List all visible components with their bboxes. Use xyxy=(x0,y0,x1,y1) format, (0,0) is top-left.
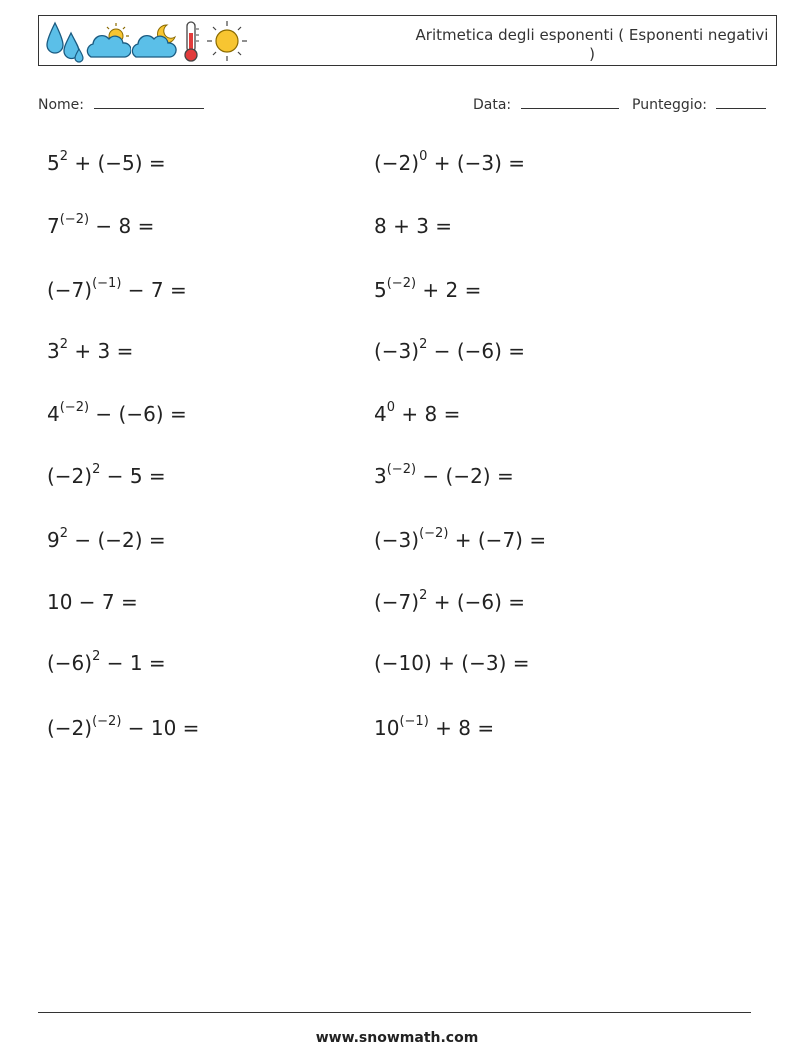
weather-icons xyxy=(45,19,249,63)
score-field[interactable] xyxy=(632,94,766,113)
problem-left-10: $(-2)^{(-2)} - 10$ = xyxy=(47,714,200,740)
problem-left-5: $4^{(-2)} - (-6)$ = xyxy=(47,400,187,426)
date-label: Data: xyxy=(473,97,512,113)
cloud-sun-icon xyxy=(85,19,131,63)
date-field[interactable] xyxy=(473,94,619,113)
footer-url[interactable]: www.snowmath.com xyxy=(315,1030,479,1046)
sun-icon xyxy=(205,19,249,63)
worksheet-header xyxy=(38,15,777,66)
name-field[interactable] xyxy=(38,94,204,113)
problem-right-7: $(-3)^{(-2)} + (-7)$ = xyxy=(374,526,547,552)
problem-left-2: $7^{(-2)} - 8$ = xyxy=(47,212,155,238)
name-label: Nome: xyxy=(38,97,85,113)
problem-right-1: $(-2)^0 + (-3)$ = xyxy=(374,149,526,175)
cloud-moon-icon xyxy=(131,19,177,63)
problem-right-6: $3^{(-2)} - (-2)$ = xyxy=(374,462,514,488)
problem-left-9: $(-6)^2 - 1$ = xyxy=(47,649,166,675)
problem-left-4: $3^2 + 3$ = xyxy=(47,337,134,363)
problem-right-10: $10^{(-1)} + 8$ = xyxy=(374,714,495,740)
problem-right-9: (−10) + (−3) = xyxy=(374,651,530,675)
problem-right-4: $(-3)^2 - (-6)$ = xyxy=(374,337,526,363)
name-blank-line[interactable] xyxy=(94,94,204,109)
date-blank-line[interactable] xyxy=(521,94,619,109)
footer-divider xyxy=(38,1012,751,1013)
problem-left-1: $5^2 + (-5)$ = xyxy=(47,149,166,175)
thermometer-icon xyxy=(177,19,205,63)
problem-left-7: $9^2 - (-2)$ = xyxy=(47,526,166,552)
problem-left-8: 10 − 7 = xyxy=(47,590,138,614)
problem-left-3: $(-7)^{(-1)} - 7$ = xyxy=(47,276,187,302)
worksheet-title: Aritmetica degli esponenti ( Esponenti negativi ) xyxy=(415,26,769,63)
problem-right-5: $4^0 + 8$ = xyxy=(374,400,461,426)
problem-right-2: 8 + 3 = xyxy=(374,214,453,238)
problem-right-3: $5^{(-2)} + 2$ = xyxy=(374,276,482,302)
problem-right-8: $(-7)^2 + (-6)$ = xyxy=(374,588,526,614)
problem-left-6: $(-2)^2 - 5$ = xyxy=(47,462,166,488)
score-blank-line[interactable] xyxy=(716,94,766,109)
raindrops-icon xyxy=(45,19,85,63)
score-label: Punteggio: xyxy=(632,97,707,113)
